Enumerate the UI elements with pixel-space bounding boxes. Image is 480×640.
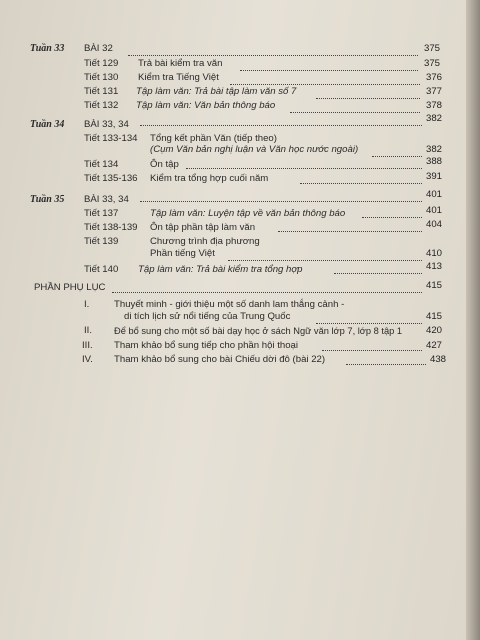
page-number: 375	[424, 58, 441, 69]
lesson-code: Tiết 134	[84, 159, 119, 170]
lesson-title: Chương trình địa phương	[150, 236, 260, 247]
lesson-title: Ôn tập phần tập làm văn	[150, 222, 256, 233]
appendix-item-number: IV.	[82, 354, 93, 365]
page-number: 391	[426, 171, 443, 182]
lesson-title: Tập làm văn: Trả bài kiểm tra tổng hợp	[138, 264, 303, 275]
dot-leader	[128, 43, 418, 56]
dot-leader	[290, 100, 420, 113]
lesson-title: Kiểm tra tổng hợp cuối năm	[150, 173, 269, 184]
lesson-title: Kiểm tra Tiếng Việt	[138, 72, 219, 83]
dot-leader	[322, 338, 422, 351]
page-number: 420	[426, 325, 443, 336]
dot-leader	[346, 352, 426, 365]
page-edge	[466, 0, 480, 640]
appendix-item-title: Thuyết minh - giới thiệu một số danh lam thắng cảnh -	[114, 299, 345, 310]
page-number: 377	[426, 86, 443, 97]
lesson-code: BÀI 32	[84, 43, 113, 54]
lesson-title: Ôn tập	[150, 159, 179, 170]
lesson-code: Tiết 131	[84, 86, 119, 97]
dot-leader	[186, 156, 422, 169]
lesson-title: Tập làm văn: Luyện tập về văn bản thông báo	[150, 208, 346, 219]
lesson-title: Tập làm văn: Văn bản thông báo	[136, 100, 276, 111]
page-number: 378	[426, 100, 443, 111]
lesson-code: Tiết 138-139	[84, 222, 138, 233]
lesson-code: Tiết 140	[84, 264, 119, 275]
lesson-code: Tiết 132	[84, 100, 119, 111]
lesson-code: Tiết 137	[84, 208, 119, 219]
appendix-item-title: Tham khảo bổ sung tiếp cho phần hội thoại	[114, 340, 299, 351]
page-number: 415	[426, 280, 443, 291]
dot-leader	[140, 113, 422, 126]
page-number: 401	[426, 189, 443, 200]
lesson-code: Tiết 129	[84, 58, 119, 69]
dot-leader	[334, 261, 422, 274]
week-label: Tuần 33	[30, 43, 65, 54]
lesson-code: BÀI 33, 34	[84, 119, 129, 130]
appendix-item-title-cont: di tích lịch sử nổi tiếng của Trung Quốc	[124, 311, 291, 322]
lesson-title: Tổng kết phần Văn (tiếp theo)	[150, 133, 277, 144]
appendix-item-title: Để bổ sung cho một số bài dạy học ở sách Ngữ văn lớp 7, lớp 8 tập 1	[114, 326, 403, 336]
page-number: 388	[426, 156, 443, 167]
dot-leader	[300, 171, 422, 184]
appendix-title: PHẦN PHỤ LỤC	[34, 282, 106, 293]
appendix-item-number: I.	[84, 299, 90, 310]
lesson-code: Tiết 135-136	[84, 173, 138, 184]
appendix-item-number: III.	[82, 340, 93, 351]
lesson-code: Tiết 133-134	[84, 133, 138, 144]
page-number: 382	[426, 144, 443, 155]
page-number: 376	[426, 72, 443, 83]
dot-leader	[240, 58, 418, 71]
page-number: 382	[426, 113, 443, 124]
lesson-code: Tiết 139	[84, 236, 119, 247]
lesson-code: Tiết 130	[84, 72, 119, 83]
lesson-code: BÀI 33, 34	[84, 194, 129, 205]
week-label: Tuần 34	[30, 119, 65, 130]
page-number: 375	[424, 43, 441, 54]
appendix-item-number: II.	[84, 325, 92, 336]
week-label: Tuần 35	[30, 194, 65, 205]
dot-leader	[316, 86, 420, 99]
page-number: 410	[426, 248, 443, 259]
dot-leader	[228, 248, 422, 261]
dot-leader	[112, 280, 422, 293]
page-number: 401	[426, 205, 443, 216]
appendix-item-title: Tham khảo bổ sung cho bài Chiếu dời đô (bài 22)	[114, 354, 326, 365]
lesson-title: Tập làm văn: Trả bài tập làm văn số 7	[136, 86, 297, 97]
dot-leader	[140, 189, 422, 202]
page-number: 413	[426, 261, 443, 272]
dot-leader	[278, 219, 422, 232]
lesson-subtitle: (Cụm Văn bản nghị luận và Văn học nước ngoài)	[150, 144, 359, 155]
page-number: 427	[426, 340, 443, 351]
page-number: 438	[430, 354, 447, 365]
lesson-subtitle: Phần tiếng Việt	[150, 248, 215, 259]
dot-leader	[230, 72, 420, 85]
lesson-title: Trả bài kiểm tra văn	[138, 58, 223, 69]
dot-leader	[362, 205, 422, 218]
dot-leader	[316, 311, 422, 324]
page-number: 415	[426, 311, 443, 322]
page-number: 404	[426, 219, 443, 230]
